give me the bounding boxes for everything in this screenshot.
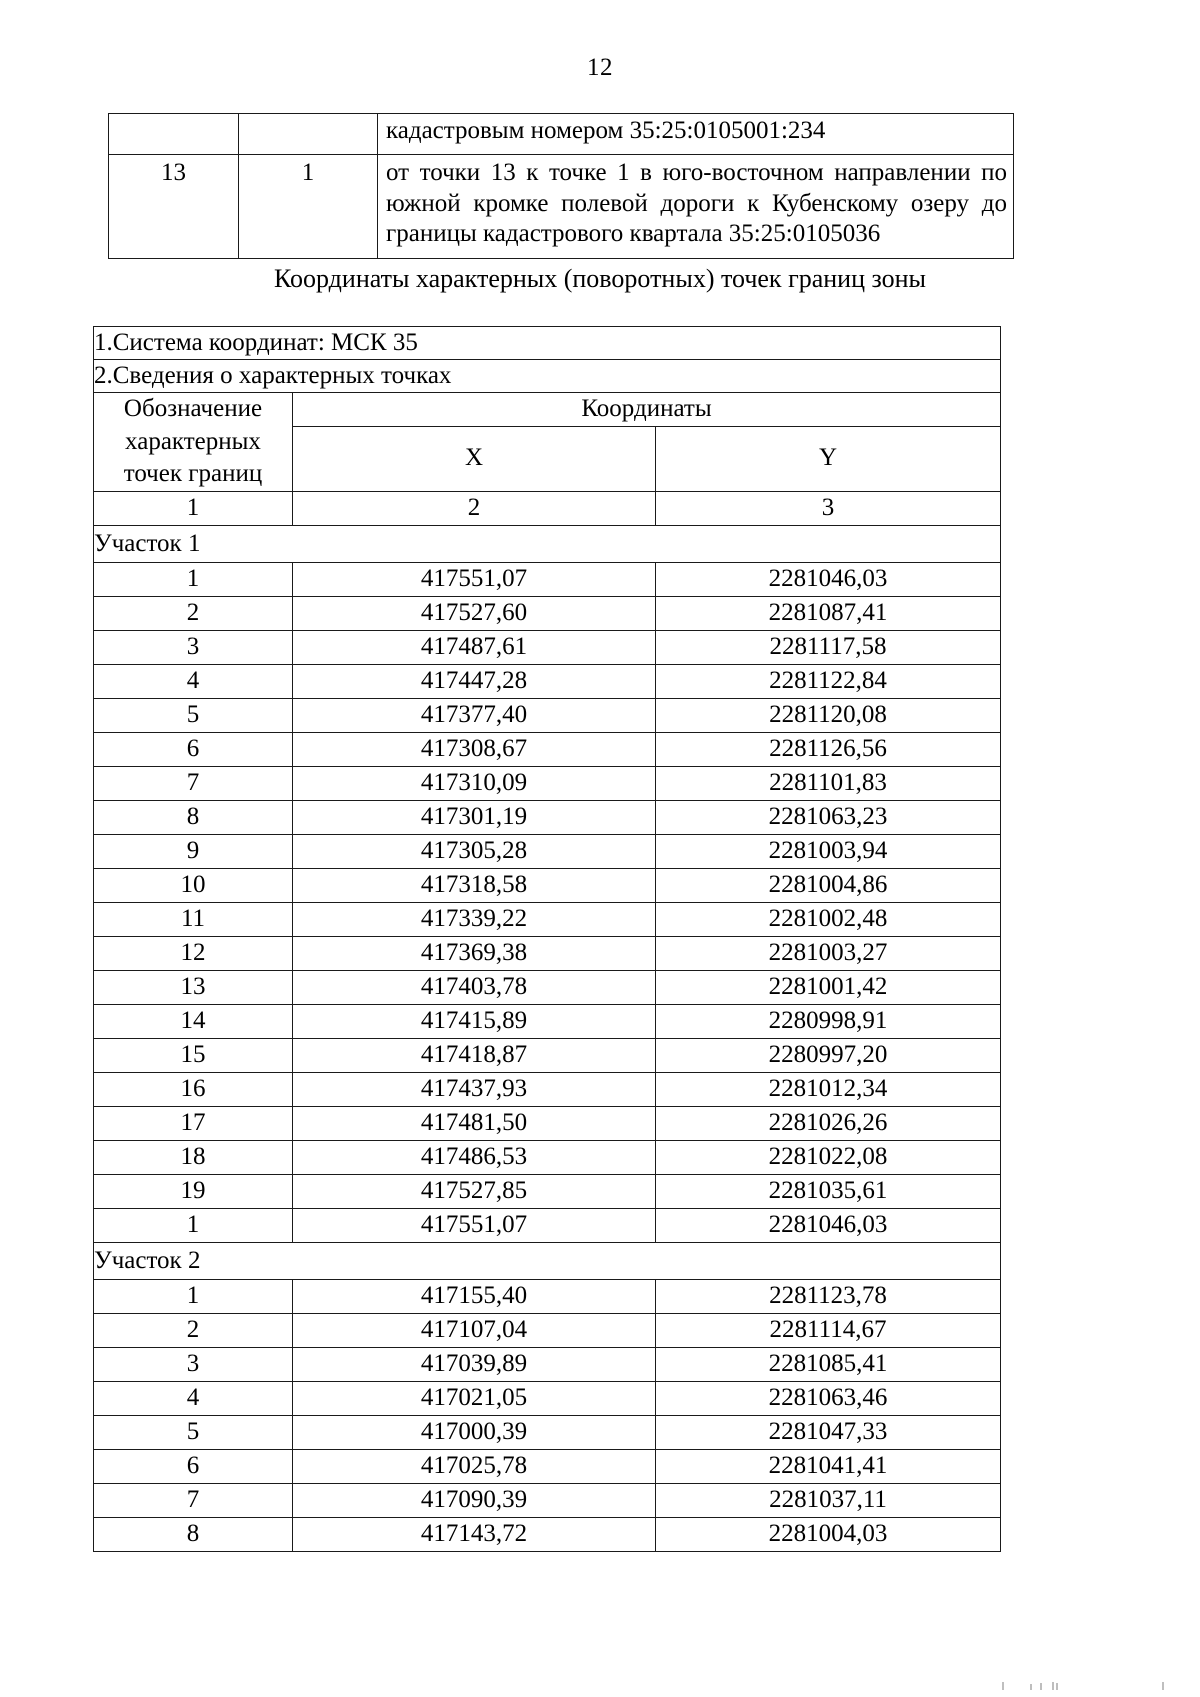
cell-coordinate-x: 417487,61 [293, 630, 656, 664]
table-row [94, 1140, 1001, 1174]
cell-coordinate-x: 417000,39 [293, 1415, 656, 1449]
cell-point-number: 12 [94, 936, 293, 970]
cell-point-number: 6 [94, 1449, 293, 1483]
cell-coordinate-y: 2281063,23 [656, 800, 1001, 834]
cell-point-number: 2 [94, 1313, 293, 1347]
table-row [94, 1415, 1001, 1449]
cell-point-number: 1 [94, 562, 293, 596]
cell-coordinate-y: 2281012,34 [656, 1072, 1001, 1106]
cell-coordinate-x: 417369,38 [293, 936, 656, 970]
table-row [94, 562, 1001, 596]
cell-point-number: 2 [94, 596, 293, 630]
cell-coordinate-x: 417021,05 [293, 1381, 656, 1415]
cell-point-number: 4 [94, 664, 293, 698]
cell-coordinate-x: 417527,85 [293, 1174, 656, 1208]
cell-coordinate-x: 417107,04 [293, 1313, 656, 1347]
table-row [94, 1279, 1001, 1313]
cell-coordinate-y: 2281037,11 [656, 1483, 1001, 1517]
table-row [94, 732, 1001, 766]
table-row [94, 834, 1001, 868]
table-row-meta [94, 327, 1001, 360]
col-number-3: 3 [656, 491, 1001, 525]
table-row-meta [94, 360, 1001, 393]
table-row [94, 1038, 1001, 1072]
cell-point-number: 17 [94, 1106, 293, 1140]
table-row [94, 1072, 1001, 1106]
table-row [94, 1313, 1001, 1347]
cell-coordinate-x: 417418,87 [293, 1038, 656, 1072]
cell-point-number: 8 [94, 1517, 293, 1551]
cell-description: кадастровым номером 35:25:0105001:234 [378, 114, 1014, 155]
table-row [94, 664, 1001, 698]
table-column-number-row [94, 491, 1001, 525]
cell-point-number: 3 [94, 630, 293, 664]
cell-coordinate-x: 417377,40 [293, 698, 656, 732]
table-row [94, 1174, 1001, 1208]
table-row [94, 1517, 1001, 1551]
page-number: 12 [587, 54, 613, 81]
cell-point-number: 16 [94, 1072, 293, 1106]
cell-coordinate-y: 2281004,03 [656, 1517, 1001, 1551]
cell-coordinate-y: 2281117,58 [656, 630, 1001, 664]
table-row [94, 630, 1001, 664]
table-row [94, 902, 1001, 936]
cell-coordinate-x: 417551,07 [293, 562, 656, 596]
section-caption: Координаты характерных (поворотных) точек границ зоны [273, 264, 927, 293]
cell-coordinate-y: 2280997,20 [656, 1038, 1001, 1072]
col-number-1: 1 [94, 491, 293, 525]
cell-point-to [239, 114, 378, 155]
cell-coordinate-x: 417039,89 [293, 1347, 656, 1381]
cell-point-number: 10 [94, 868, 293, 902]
cell-point-number: 7 [94, 766, 293, 800]
table-row [94, 766, 1001, 800]
cell-coordinate-x: 417318,58 [293, 868, 656, 902]
table-row [94, 596, 1001, 630]
cell-coordinate-y: 2281085,41 [656, 1347, 1001, 1381]
cell-coordinate-y: 2281101,83 [656, 766, 1001, 800]
table-row [94, 1106, 1001, 1140]
cell-coordinate-x: 417437,93 [293, 1072, 656, 1106]
cell-point-number: 15 [94, 1038, 293, 1072]
table-header-row [94, 393, 1001, 427]
table-row [94, 970, 1001, 1004]
section-title: Участок 1 [94, 525, 1001, 562]
cell-coordinate-y: 2281120,08 [656, 698, 1001, 732]
cell-coordinate-y: 2281041,41 [656, 1449, 1001, 1483]
cell-coordinate-y: 2281123,78 [656, 1279, 1001, 1313]
cell-point-number: 5 [94, 698, 293, 732]
coordinates-table [93, 326, 1001, 1552]
cell-coordinate-x: 417301,19 [293, 800, 656, 834]
cell-coordinate-y: 2281004,86 [656, 868, 1001, 902]
cell-coordinate-y: 2281022,08 [656, 1140, 1001, 1174]
cell-point-number: 11 [94, 902, 293, 936]
table-section-row [94, 525, 1001, 562]
header-point-designation: Обозначение характерных точек границ [94, 393, 293, 492]
cell-coordinate-x: 417447,28 [293, 664, 656, 698]
cell-coordinate-y: 2281087,41 [656, 596, 1001, 630]
col-number-2: 2 [293, 491, 656, 525]
characteristic-points-note: 2.Сведения о характерных точках [94, 360, 1001, 393]
cell-point-number: 19 [94, 1174, 293, 1208]
cell-coordinate-y: 2281114,67 [656, 1313, 1001, 1347]
table-row [94, 1004, 1001, 1038]
cell-description: от точки 13 к точке 1 в юго-восточном направлении по южной кромке полевой дороги к Кубенскому озеру до границы кадастрового квартала 35:25:0105036 [378, 155, 1014, 259]
cell-point-number: 4 [94, 1381, 293, 1415]
cell-coordinate-y: 2281063,46 [656, 1381, 1001, 1415]
cell-coordinate-x: 417310,09 [293, 766, 656, 800]
cell-coordinate-x: 417551,07 [293, 1208, 656, 1242]
cell-point-number: 13 [94, 970, 293, 1004]
cell-coordinate-x: 417415,89 [293, 1004, 656, 1038]
cell-coordinate-x: 417308,67 [293, 732, 656, 766]
table-row [94, 1347, 1001, 1381]
section-title: Участок 2 [94, 1242, 1001, 1279]
cell-point-number: 1 [94, 1279, 293, 1313]
cell-coordinate-y: 2281002,48 [656, 902, 1001, 936]
table-row [109, 155, 1014, 259]
cell-point-from: 13 [109, 155, 239, 259]
table-row [109, 114, 1014, 155]
cell-point-number: 1 [94, 1208, 293, 1242]
cell-coordinate-x: 417090,39 [293, 1483, 656, 1517]
cell-coordinate-x: 417481,50 [293, 1106, 656, 1140]
cell-point-to: 1 [239, 155, 378, 259]
cell-coordinate-x: 417305,28 [293, 834, 656, 868]
cell-coordinate-x: 417143,72 [293, 1517, 656, 1551]
header-y: Y [656, 426, 1001, 491]
table-section-row [94, 1242, 1001, 1279]
scan-artifact [1002, 1680, 1182, 1690]
cell-coordinate-x: 417486,53 [293, 1140, 656, 1174]
cell-point-from [109, 114, 239, 155]
cell-point-number: 6 [94, 732, 293, 766]
cell-point-number: 3 [94, 1347, 293, 1381]
cell-point-number: 7 [94, 1483, 293, 1517]
cell-coordinate-y: 2281035,61 [656, 1174, 1001, 1208]
cell-point-number: 14 [94, 1004, 293, 1038]
cell-point-number: 5 [94, 1415, 293, 1449]
table-row [94, 1449, 1001, 1483]
header-x: X [293, 426, 656, 491]
table-row [94, 800, 1001, 834]
cell-coordinate-y: 2281003,94 [656, 834, 1001, 868]
cell-coordinate-y: 2281126,56 [656, 732, 1001, 766]
header-coordinates-group: Координаты [293, 393, 1001, 427]
cell-coordinate-y: 2281003,27 [656, 936, 1001, 970]
cell-coordinate-y: 2281122,84 [656, 664, 1001, 698]
table-row [94, 698, 1001, 732]
cell-coordinate-y: 2281046,03 [656, 1208, 1001, 1242]
table-row [94, 868, 1001, 902]
coordinate-system-note: 1.Система координат: МСК 35 [94, 327, 1001, 360]
cell-coordinate-x: 417155,40 [293, 1279, 656, 1313]
cell-point-number: 18 [94, 1140, 293, 1174]
cell-coordinate-y: 2281001,42 [656, 970, 1001, 1004]
table-row [94, 1208, 1001, 1242]
cell-point-number: 8 [94, 800, 293, 834]
continuation-table [108, 113, 1014, 259]
cell-coordinate-y: 2281026,26 [656, 1106, 1001, 1140]
table-row [94, 1483, 1001, 1517]
cell-coordinate-x: 417339,22 [293, 902, 656, 936]
cell-coordinate-x: 417025,78 [293, 1449, 656, 1483]
cell-coordinate-x: 417527,60 [293, 596, 656, 630]
cell-coordinate-y: 2281047,33 [656, 1415, 1001, 1449]
table-row [94, 936, 1001, 970]
cell-point-number: 9 [94, 834, 293, 868]
table-row [94, 1381, 1001, 1415]
cell-coordinate-y: 2281046,03 [656, 562, 1001, 596]
cell-coordinate-x: 417403,78 [293, 970, 656, 1004]
cell-coordinate-y: 2280998,91 [656, 1004, 1001, 1038]
